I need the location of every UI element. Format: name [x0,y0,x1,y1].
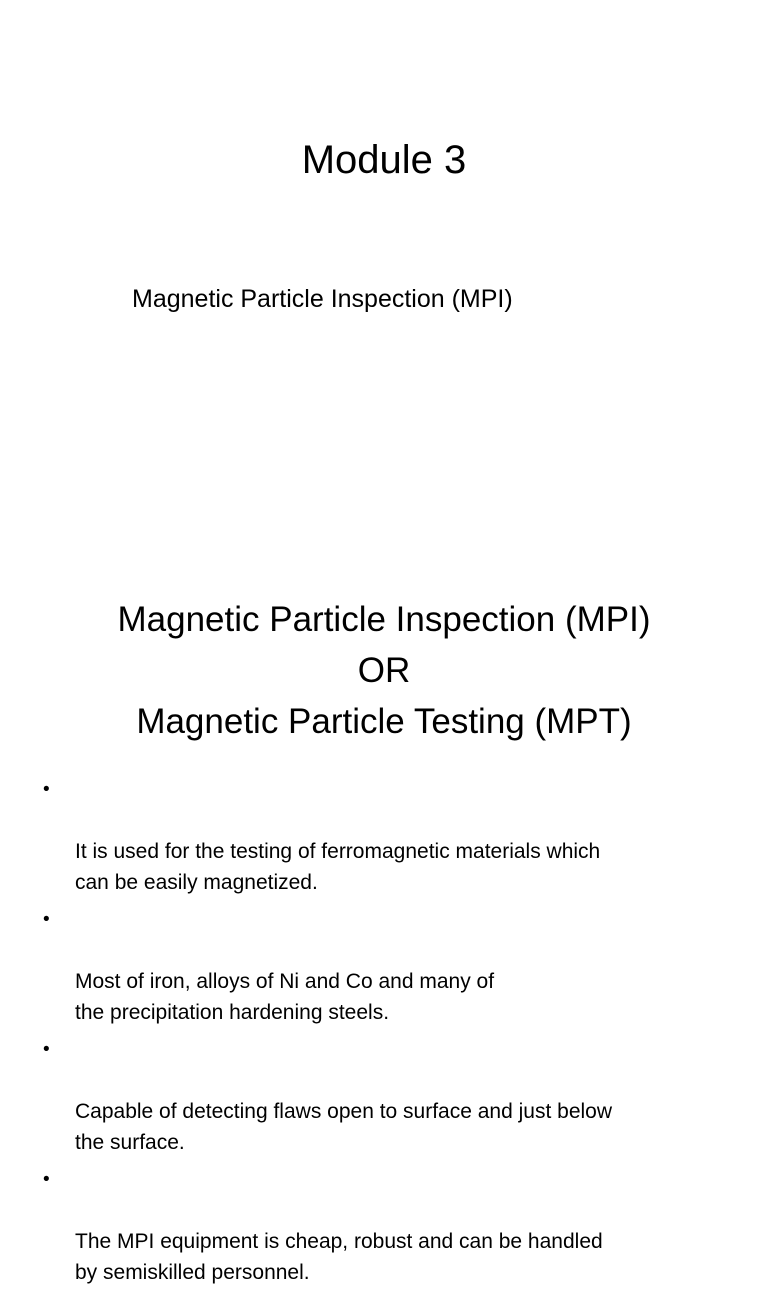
bullet-icon: • [43,779,50,800]
slide-subtitle: Magnetic Particle Inspection (MPI) [132,285,513,313]
heading-line: OR [357,651,411,690]
bullet-text: It is used for the testing of ferromagnetic materials which can be easily magnetized. [75,840,601,894]
bullet-text: Capable of detecting flaws open to surface and just below the surface. [75,1100,613,1154]
bullet-item [40,1034,700,1158]
bullet-icon: • [43,1169,50,1190]
bullet-icon: • [43,909,50,930]
slide-heading [0,594,768,747]
slide-title: Module 3 [301,138,467,182]
bullet-item [40,904,700,1028]
bullet-icon: • [43,1039,50,1060]
heading-line: Magnetic Particle Testing (MPT) [136,702,632,741]
heading-line: Magnetic Particle Inspection (MPI) [117,600,651,639]
bullet-text: Most of iron, alloys of Ni and Co and many of the precipitation hardening steels. [75,970,495,1024]
bullet-list [40,774,700,1294]
slide-title-module [0,0,768,576]
bullet-text: The MPI equipment is cheap, robust and can be handled by semiskilled personnel. [75,1230,603,1284]
bullet-item [40,1164,700,1288]
bullet-item [40,774,700,898]
slide-mpi-overview [0,576,768,1284]
